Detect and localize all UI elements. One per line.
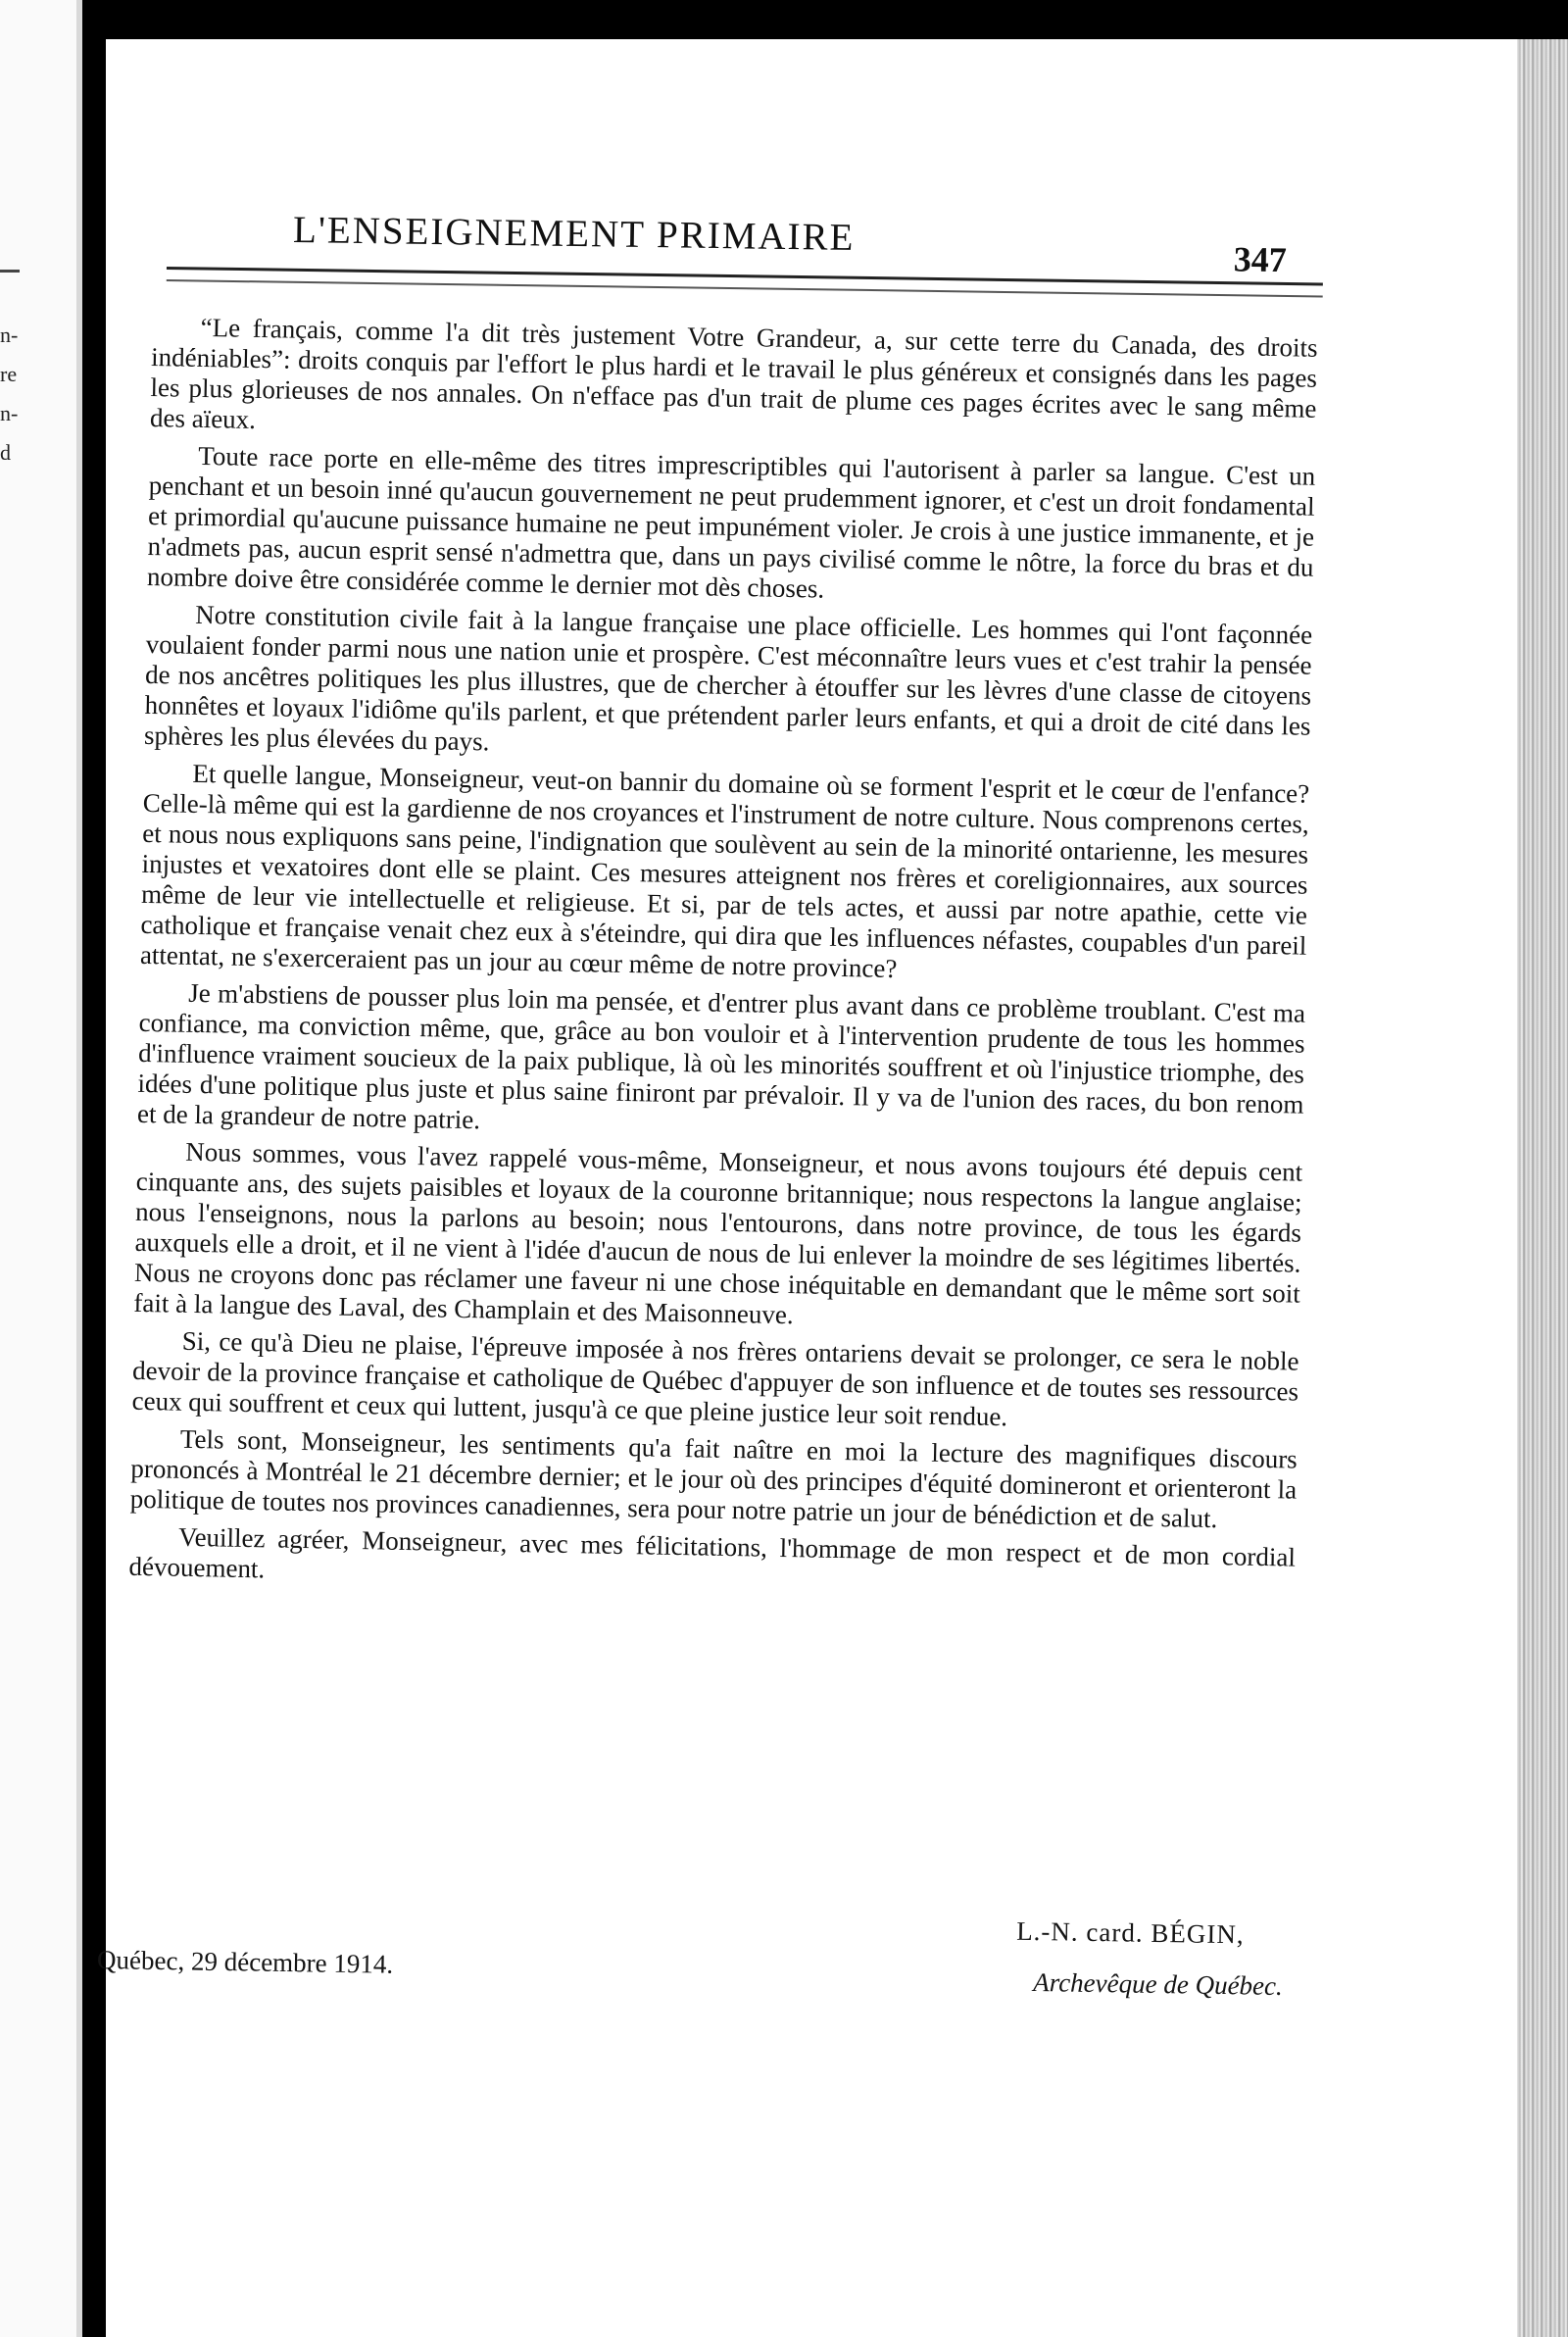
- previous-page-fragment: d: [0, 440, 11, 465]
- paragraph: Veuillez agréer, Monseigneur, avec mes félicitations, l'hommage de mon respect et de mon cordial dévouement.: [128, 1521, 1297, 1584]
- paragraph: “Le français, comme l'a dit très justement Votre Grandeur, a, sur cette terre du Canada, des droits indéniables”: droits conquis par l'effort le plus hardi et le travail le plus généreux et consignés dans les pages les plus glorieuses de nos annales. On n'efface pas d'un trait de plume ces pages écrites avec le sang même des aïeux.: [149, 312, 1318, 434]
- signature-block: [96, 1902, 1284, 2038]
- paragraph: Et quelle langue, Monseigneur, veut-on bannir du domaine où se forment l'esprit et le cœur de l'enfance? Celle-là même qui est la gardienne de nos croyances et l'instrument de notre culture. Nous comprenons certes, et nous nous expliquons sans peine, l'indignation que soulèvent au sein de la minorité ontarienne, les mesures injustes et vexatoires dont elle se plaint. Ces mesures atteignent nos frères et coreligionnaires, aux sources même de leur vie intellectuelle et religieuse. Et si, par de tels actes, et aussi par notre apathie, cette vie catholique et française venait chez eux à s'éteindre, qui dira que les influences néfastes, coupables d'un pareil attentat, ne s'exerceraient pas un jour au cœur même de notre province?: [139, 758, 1310, 984]
- page-stack-edges: [1517, 39, 1568, 2337]
- paragraph: Si, ce qu'à Dieu ne plaise, l'épreuve imposée à nos frères ontariens devait se prolonger, ce sera le noble devoir de la province française et catholique de Québec d'appuyer de son influence et de toutes ses ressources ceux qui souffrent et ceux qui luttent, jusqu'à ce que pleine justice leur soit rendue.: [131, 1325, 1299, 1432]
- previous-page-edge: [0, 0, 82, 2337]
- page-number: 347: [1233, 239, 1288, 280]
- place-and-date: Québec, 29 décembre 1914.: [96, 1944, 394, 1979]
- signatory-title: Archevêque de Québec.: [1032, 1967, 1284, 2001]
- previous-page-fragment: n-: [0, 401, 19, 425]
- page-header: [292, 165, 1323, 280]
- running-title: L'ENSEIGNEMENT PRIMAIRE: [292, 208, 856, 259]
- paragraph: Nous sommes, vous l'avez rappelé vous-même, Monseigneur, et nous avons toujours été depuis cent cinquante ans, des sujets paisibles et loyaux de la couronne britannique; nous respectons la langue anglaise; nous l'enseignons, nous la parlons au besoin; nous l'entourons, dans notre province, de tous les égards auxquels elle a droit, et il ne vient à l'idée d'aucun de nous de lui enlever la moindre de ses légitimes libertés. Nous ne croyons donc pas réclamer une faveur ni une chose inéquitable en demandant que le même sort soit fait à la langue des Laval, des Champlain et des Maisonneuve.: [133, 1136, 1303, 1330]
- paragraph: Notre constitution civile fait à la langue française une place officielle. Les hommes qui l'ont façonnée voulaient fonder parmi nous une nation unie et prospère. C'est méconnaître leurs vues et c'est trahir la pensée de nos ancêtres politiques les plus illustres, que de chercher à étouffer sur les lèvres d'une classe de citoyens honnêtes et loyaux l'idiôme qu'ils parlent, et que prétendent parler leurs enfants, et qui a droit de cité dans les sphères les plus élevées du pays.: [143, 599, 1313, 757]
- paragraph: Je m'abstiens de pousser plus loin ma pensée, et d'entrer plus avant dans ce problème troublant. C'est ma confiance, ma conviction même, que, grâce au bon vouloir et à l'intervention prudente de tous les hommes d'influence vraiment soucieux de la paix publique, là où les minorités souffrent et où l'injustice triomphe, des idées d'une politique plus juste et plus saine finiront par prévaloir. Il y va de l'union des races, du bon renom et de la grandeur de notre patrie.: [136, 977, 1306, 1135]
- previous-page-fragment: re: [0, 362, 18, 386]
- signatory-name: L.-N. card. BÉGIN,: [1015, 1915, 1245, 1950]
- previous-page-fragment: n-: [0, 323, 19, 347]
- paragraph: Tels sont, Monseigneur, les sentiments qu'a fait naître en moi la lecture des magnifiques discours prononcés à Montréal le 21 décembre dernier; et le jour où des principes d'équité domineront et orienteront la politique de toutes nos provinces canadiennes, sera pour notre patrie un jour de bénédiction et de salut.: [129, 1423, 1298, 1534]
- paragraph: Toute race porte en elle-même des titres imprescriptibles qui l'autorisent à parler sa langue. C'est un penchant et un besoin inné qu'aucun gouvernement ne peut prudemment ignorer, et c'est un droit fondamental et primordial qu'aucune puissance humaine ne peut impunément violer. Je crois à une justice immanente, et je n'admets pas, aucun esprit sensé n'admettra que, dans un pays civilisé comme le nôtre, la force du bras et du nombre doive être considérée comme le dernier mot dès choses.: [146, 440, 1316, 604]
- previous-page-text-fragments: [0, 316, 29, 472]
- previous-page-rule: [0, 270, 20, 273]
- letter-body: [128, 312, 1318, 1611]
